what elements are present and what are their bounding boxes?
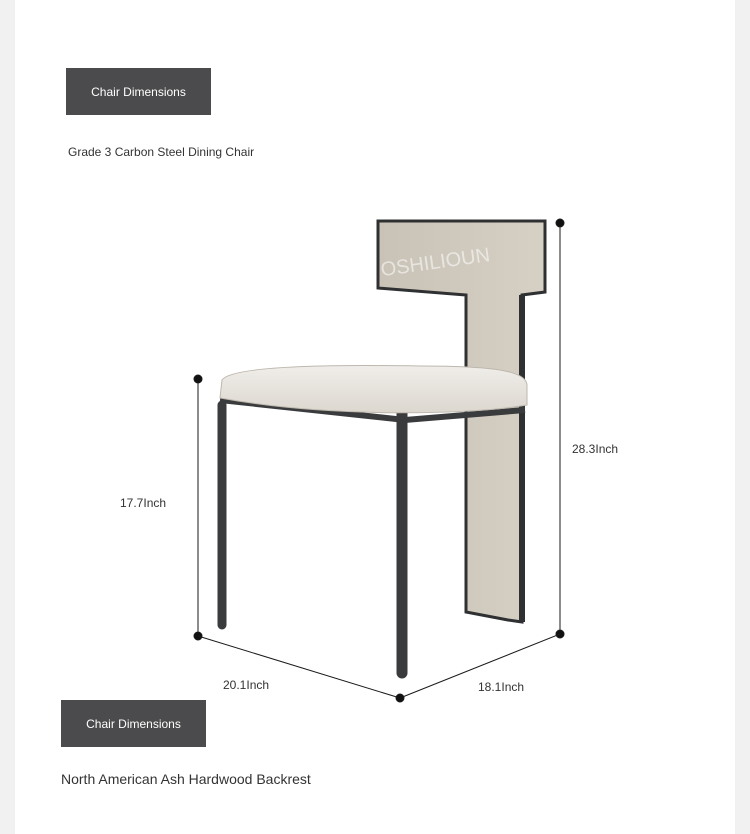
chair-dimensions-tag: Chair Dimensions <box>66 68 211 115</box>
seat-height-label: 17.7Inch <box>120 496 167 510</box>
watermark-text: OSHILIOUN <box>379 244 492 282</box>
width-label: 20.1Inch <box>223 678 270 692</box>
chair-dimensions-tag-bottom: Chair Dimensions <box>61 700 206 747</box>
depth-label: 18.1Inch <box>478 680 525 694</box>
material-description: North American Ash Hardwood Backrest <box>61 771 311 787</box>
dim-point <box>194 375 202 383</box>
dim-point <box>556 219 564 227</box>
total-height-label: 28.3Inch <box>572 442 619 456</box>
chair-subtitle: Grade 3 Carbon Steel Dining Chair <box>68 145 255 159</box>
dim-point <box>396 694 404 702</box>
